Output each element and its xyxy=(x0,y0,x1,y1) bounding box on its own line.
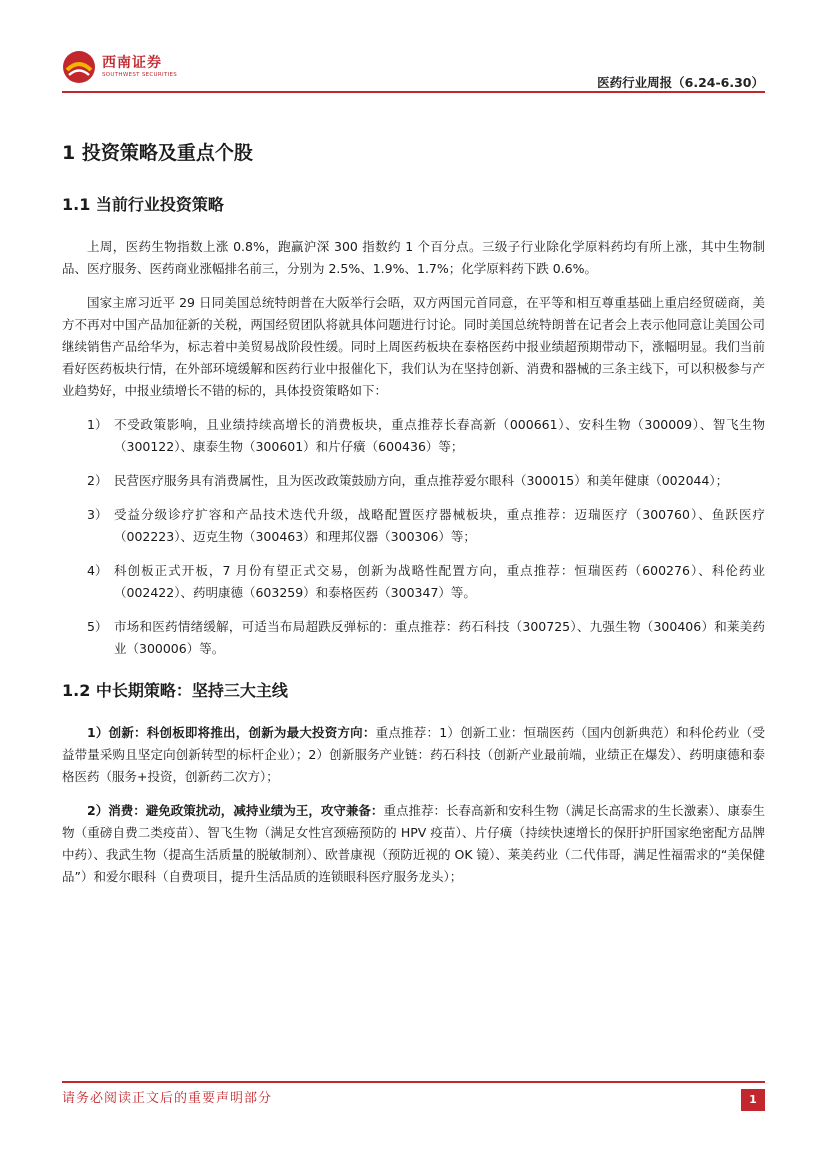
section-1-1-heading: 1.1 当前行业投资策略 xyxy=(62,195,224,214)
strategy-list xyxy=(62,414,765,660)
strategy-item: 2） 民营医疗服务具有消费属性，且为医改政策鼓励方向，重点推荐爱尔眼科（300015）和美年健康（002044）； xyxy=(87,473,729,488)
strategy-item: 3） 受益分级诊疗扩容和产品技术迭代升级，战略配置医疗器械板块，重点推荐：迈瑞医疗（300760）、鱼跃医疗（002223）、迈克生物（300463）和理邦仪器（300306）等； xyxy=(87,507,765,544)
section-1-heading: 1 投资策略及重点个股 xyxy=(62,142,253,164)
page-header xyxy=(0,0,827,96)
strategy-item: 5） 市场和医药情绪缓解，可适当布局超跌反弹标的：重点推荐：药石科技（300725）、九强生物（300406）和莱美药业（300006）等。 xyxy=(87,619,765,656)
main-content xyxy=(62,138,765,900)
brand-name-cn: 西南证券 xyxy=(102,55,162,71)
header-divider xyxy=(62,91,765,93)
strategy-item: 4） 科创板正式开板，7 月份有望正式交易，创新为战略性配置方向，重点推荐：恒瑞医药（600276）、科伦药业（002422）、药明康德（603259）和泰格医药（300347）等。 xyxy=(87,563,765,600)
brand-name-en: SOUTHWEST SECURITIES xyxy=(102,72,178,78)
strategy-item: 1） 不受政策影响，且业绩持续高增长的消费板块，重点推荐长春高新（000661）、安科生物（300009）、智飞生物（300122）、康泰生物（300601）和片仔癀（600436）等； xyxy=(87,417,765,454)
brand-block xyxy=(102,55,177,79)
weekly-performance-paragraph: 上周，医药生物指数上涨 0.8%，跑赢沪深 300 指数约 1 个百分点。三级子行业除化学原料药均有所上涨，其中生物制品、医疗服务、医药商业涨幅排名前三，分别为 2.5%、1.9%、1.7%；化学原料药下跌 0.6%。 xyxy=(62,239,765,276)
footer-disclaimer: 请务必阅读正文后的重要声明部分 xyxy=(62,1091,273,1106)
consumption-paragraph: 2）消费：避免政策扰动，减持业绩为王，攻守兼备：重点推荐：长春高新和安科生物（满足长高需求的生长激素）、康泰生物（重磅自费二类疫苗）、智飞生物（满足女性宫颈癌预防的 HPV 疫苗）、片仔癀（持续快速增长的保肝护肝国家绝密配方品牌中药）、我武生物（提高生活质量的脱敏制剂）、欧普康视（预防近视的 OK 镜）、莱美药业（二代伟哥，满足性福需求的“美保健品”）和爱尔眼科（自费项目，提升生活品质的连锁眼科医疗服务龙头）； xyxy=(62,803,765,884)
report-title: 医药行业周报（6.24-6.30） xyxy=(597,75,764,90)
innovation-paragraph: 1）创新：科创板即将推出，创新为最大投资方向：重点推荐：1）创新工业：恒瑞医药（国内创新典范）和科伦药业（受益带量采购且坚定向创新转型的标杆企业）；2）创新服务产业链：药石科技（创新产业最前端，业绩正在爆发）、药明康德和泰格医药（服务+投资，创新药二次方）； xyxy=(62,725,765,784)
footer-divider xyxy=(62,1081,765,1083)
page-number: 1 xyxy=(741,1089,765,1111)
market-context-paragraph: 国家主席习近平 29 日同美国总统特朗普在大阪举行会晤，双方两国元首同意，在平等和相互尊重基础上重启经贸磋商，美方不再对中国产品加征新的关税，两国经贸团队将就具体问题进行讨论。同时美国总统特朗普在记者会上表示他同意让美国公司继续销售产品给华为，标志着中美贸易战阶段性缓。同时上周医药板块在泰格医药中报业绩超预期带动下，涨幅明显。我们当前看好医药板块行情，在外部环境缓解和医药行业中报催化下，我们认为在坚持创新、消费和器械的三条主线下，可以积极参与产业趋势好，中报业绩增长不错的标的，具体投资策略如下： xyxy=(62,295,765,398)
southwest-securities-logo xyxy=(62,50,96,84)
section-1-2-heading: 1.2 中长期策略：坚持三大主线 xyxy=(62,681,288,700)
